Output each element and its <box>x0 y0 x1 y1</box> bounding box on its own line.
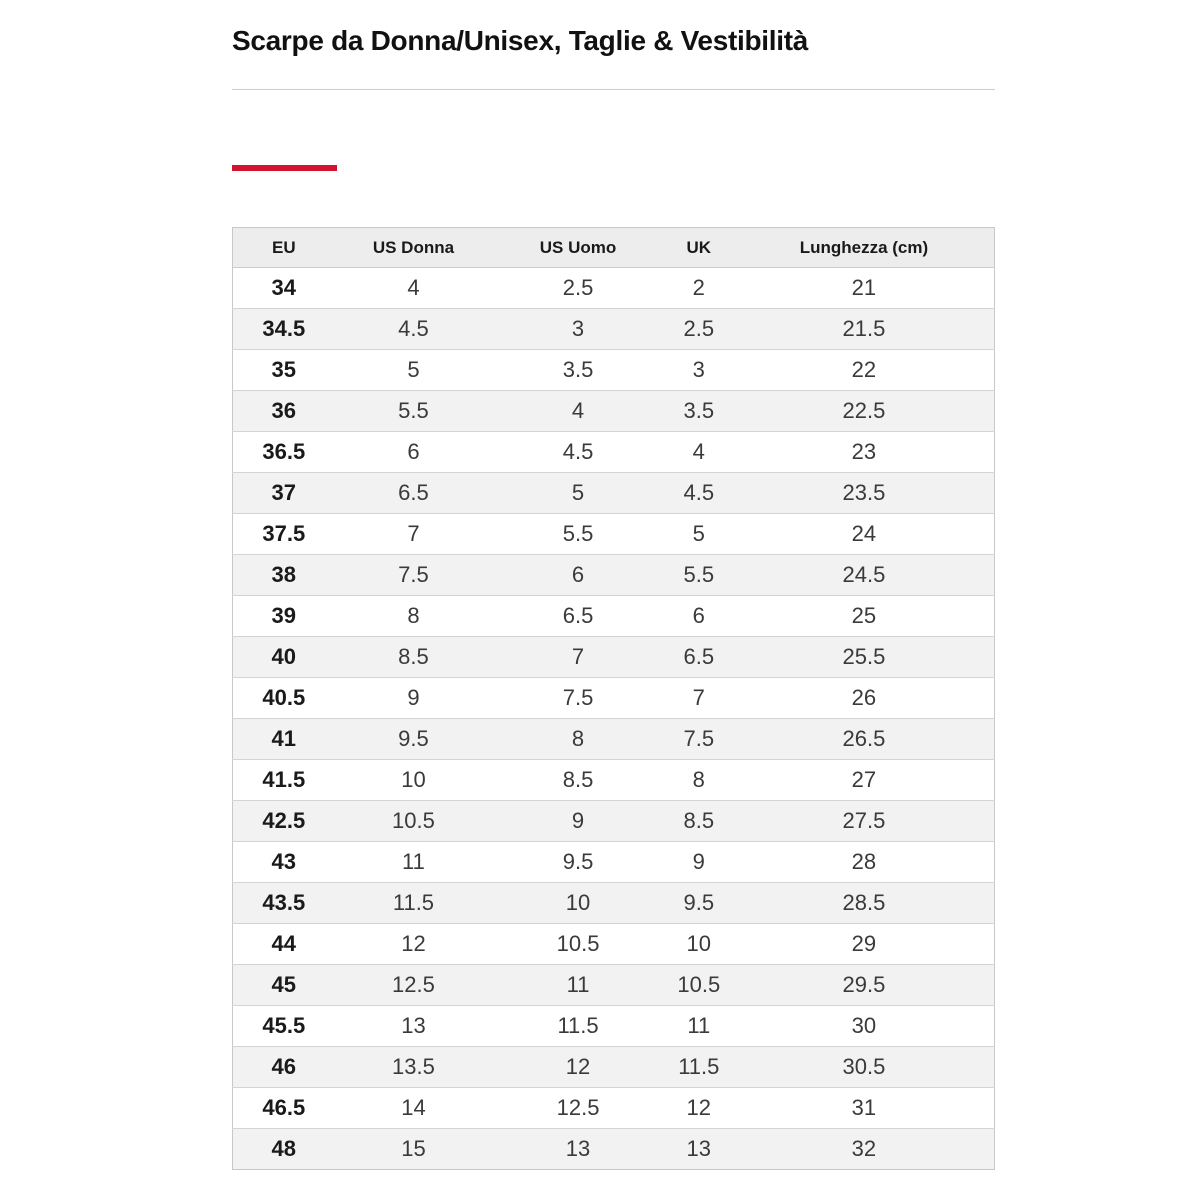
cell-size-value: 11.5 <box>664 1047 734 1088</box>
cell-size-value: 10 <box>492 883 663 924</box>
cell-size-value: 23.5 <box>734 473 995 514</box>
table-row <box>233 309 995 350</box>
cell-size-value: 10 <box>335 760 493 801</box>
cell-size-value: 7 <box>664 678 734 719</box>
table-row <box>233 719 995 760</box>
cell-eu-size: 34 <box>233 268 335 309</box>
cell-size-value: 27 <box>734 760 995 801</box>
cell-size-value: 28 <box>734 842 995 883</box>
table-row <box>233 350 995 391</box>
cell-size-value: 5.5 <box>335 391 493 432</box>
cell-eu-size: 40.5 <box>233 678 335 719</box>
cell-size-value: 3.5 <box>492 350 663 391</box>
cell-size-value: 23 <box>734 432 995 473</box>
cell-eu-size: 41 <box>233 719 335 760</box>
section-divider <box>232 89 995 90</box>
cell-size-value: 2.5 <box>492 268 663 309</box>
cell-size-value: 30 <box>734 1006 995 1047</box>
cell-size-value: 7 <box>492 637 663 678</box>
table-row <box>233 1006 995 1047</box>
cell-size-value: 3 <box>664 350 734 391</box>
table-row <box>233 965 995 1006</box>
table-row <box>233 678 995 719</box>
cell-size-value: 3 <box>492 309 663 350</box>
cell-size-value: 9 <box>492 801 663 842</box>
cell-size-value: 13 <box>686 1136 712 1161</box>
cell-size-value: 2.5 <box>664 309 734 350</box>
cell-size-value: 8 <box>664 760 734 801</box>
cell-size-value: 21 <box>734 268 995 309</box>
cell-eu-size: 36.5 <box>233 432 335 473</box>
cell-eu-size: 42.5 <box>233 801 335 842</box>
table-row <box>233 883 995 924</box>
cell-eu-size: 46.5 <box>233 1088 335 1129</box>
cell-eu-size: 35 <box>233 350 335 391</box>
cell-size-value: 8.5 <box>664 801 734 842</box>
table-row <box>233 432 995 473</box>
cell-eu-size: 44 <box>233 924 335 965</box>
cell-size-value: 30.5 <box>734 1047 995 1088</box>
cell-eu-size: 46 <box>233 1047 335 1088</box>
cell-size-value: 6.5 <box>335 473 493 514</box>
cell-eu-size: 43 <box>233 842 335 883</box>
cell-size-value: 26.5 <box>734 719 995 760</box>
cell-size-value: 6 <box>492 555 663 596</box>
table-header-row <box>233 228 995 268</box>
cell-size-value: 24.5 <box>734 555 995 596</box>
cell-eu-size: 45 <box>233 965 335 1006</box>
cell-size-value: 4 <box>335 268 493 309</box>
cell-size-value: 15 <box>401 1136 426 1161</box>
table-row <box>233 637 995 678</box>
red-accent-bar <box>232 165 337 171</box>
column-header-us-uomo: US Uomo <box>492 228 663 268</box>
page-title: Scarpe da Donna/Unisex, Taglie & Vestibilità <box>232 25 809 56</box>
cell-eu-size: 39 <box>233 596 335 637</box>
column-header-us-donna: US Donna <box>335 228 493 268</box>
cell-size-value: 2 <box>664 268 734 309</box>
cell-size-value: 9 <box>335 678 493 719</box>
cell-size-value: 4.5 <box>492 432 663 473</box>
cell-size-value: 8.5 <box>335 637 493 678</box>
cell-eu-size: 45.5 <box>233 1006 335 1047</box>
cell-eu-size: 37 <box>233 473 335 514</box>
size-chart-section <box>232 0 995 1170</box>
table-row <box>233 1088 995 1129</box>
cell-size-value: 11.5 <box>492 1006 663 1047</box>
cell-size-value: 13.5 <box>335 1047 493 1088</box>
cell-size-value: 7.5 <box>664 719 734 760</box>
cell-size-value: 22 <box>734 350 995 391</box>
cell-size-value: 22.5 <box>734 391 995 432</box>
cell-size-value: 11 <box>664 1006 734 1047</box>
cell-size-value: 7.5 <box>492 678 663 719</box>
cell-size-value: 13 <box>565 1136 591 1161</box>
table-row <box>233 268 995 309</box>
cell-size-value: 11 <box>335 842 493 883</box>
table-row <box>233 1129 995 1170</box>
cell-eu-size: 34.5 <box>233 309 335 350</box>
cell-size-value: 12 <box>335 924 493 965</box>
cell-size-value: 5 <box>664 514 734 555</box>
cell-size-value: 27.5 <box>734 801 995 842</box>
cell-size-value: 28.5 <box>734 883 995 924</box>
cell-size-value: 13 <box>335 1006 493 1047</box>
cell-size-value: 29.5 <box>734 965 995 1006</box>
column-header-eu: EU <box>233 228 335 268</box>
cell-size-value: 11.5 <box>335 883 493 924</box>
size-table <box>232 227 995 1170</box>
cell-size-value: 7.5 <box>335 555 493 596</box>
cell-size-value: 10.5 <box>335 801 493 842</box>
table-row <box>233 924 995 965</box>
cell-size-value: 8 <box>492 719 663 760</box>
cell-size-value: 14 <box>335 1088 493 1129</box>
cell-size-value: 5.5 <box>492 514 663 555</box>
cell-size-value: 24 <box>734 514 995 555</box>
cell-eu-size: 36 <box>233 391 335 432</box>
cell-eu-size: 48 <box>271 1136 297 1161</box>
table-row <box>233 801 995 842</box>
cell-size-value: 32 <box>851 1136 877 1161</box>
cell-size-value: 12.5 <box>492 1088 663 1129</box>
cell-size-value: 9.5 <box>492 842 663 883</box>
cell-size-value: 5 <box>492 473 663 514</box>
table-row <box>233 760 995 801</box>
cell-size-value: 5 <box>335 350 493 391</box>
cell-size-value: 25.5 <box>734 637 995 678</box>
cell-size-value: 9 <box>664 842 734 883</box>
table-row <box>233 514 995 555</box>
table-row <box>233 1047 995 1088</box>
cell-size-value: 10.5 <box>664 965 734 1006</box>
cell-size-value: 3.5 <box>664 391 734 432</box>
cell-size-value: 21.5 <box>734 309 995 350</box>
cell-size-value: 6.5 <box>664 637 734 678</box>
cell-size-value: 10 <box>664 924 734 965</box>
cell-size-value: 26 <box>734 678 995 719</box>
cell-size-value: 8 <box>335 596 493 637</box>
cell-eu-size: 43.5 <box>233 883 335 924</box>
cell-eu-size: 37.5 <box>233 514 335 555</box>
cell-size-value: 6 <box>335 432 493 473</box>
cell-size-value: 9.5 <box>335 719 493 760</box>
column-header-lunghezza: Lunghezza (cm) <box>734 228 995 268</box>
cell-size-value: 6 <box>664 596 734 637</box>
cell-size-value: 29 <box>734 924 995 965</box>
cell-size-value: 4 <box>492 391 663 432</box>
column-header-uk: UK <box>664 228 734 268</box>
table-row <box>233 391 995 432</box>
cell-size-value: 4 <box>664 432 734 473</box>
cell-size-value: 8.5 <box>492 760 663 801</box>
cell-size-value: 10.5 <box>492 924 663 965</box>
cell-size-value: 25 <box>734 596 995 637</box>
table-row <box>233 842 995 883</box>
cell-size-value: 12 <box>492 1047 663 1088</box>
cell-size-value: 9.5 <box>664 883 734 924</box>
cell-size-value: 4.5 <box>335 309 493 350</box>
table-row <box>233 473 995 514</box>
cell-eu-size: 40 <box>233 637 335 678</box>
cell-size-value: 7 <box>335 514 493 555</box>
cell-size-value: 6.5 <box>492 596 663 637</box>
cell-eu-size: 41.5 <box>233 760 335 801</box>
cell-eu-size: 38 <box>233 555 335 596</box>
cell-size-value: 11 <box>492 965 663 1006</box>
cell-size-value: 4.5 <box>664 473 734 514</box>
table-row <box>233 555 995 596</box>
cell-size-value: 12 <box>664 1088 734 1129</box>
cell-size-value: 31 <box>734 1088 995 1129</box>
table-row <box>233 596 995 637</box>
table-body <box>233 268 995 1170</box>
cell-size-value: 5.5 <box>664 555 734 596</box>
cell-size-value: 12.5 <box>335 965 493 1006</box>
